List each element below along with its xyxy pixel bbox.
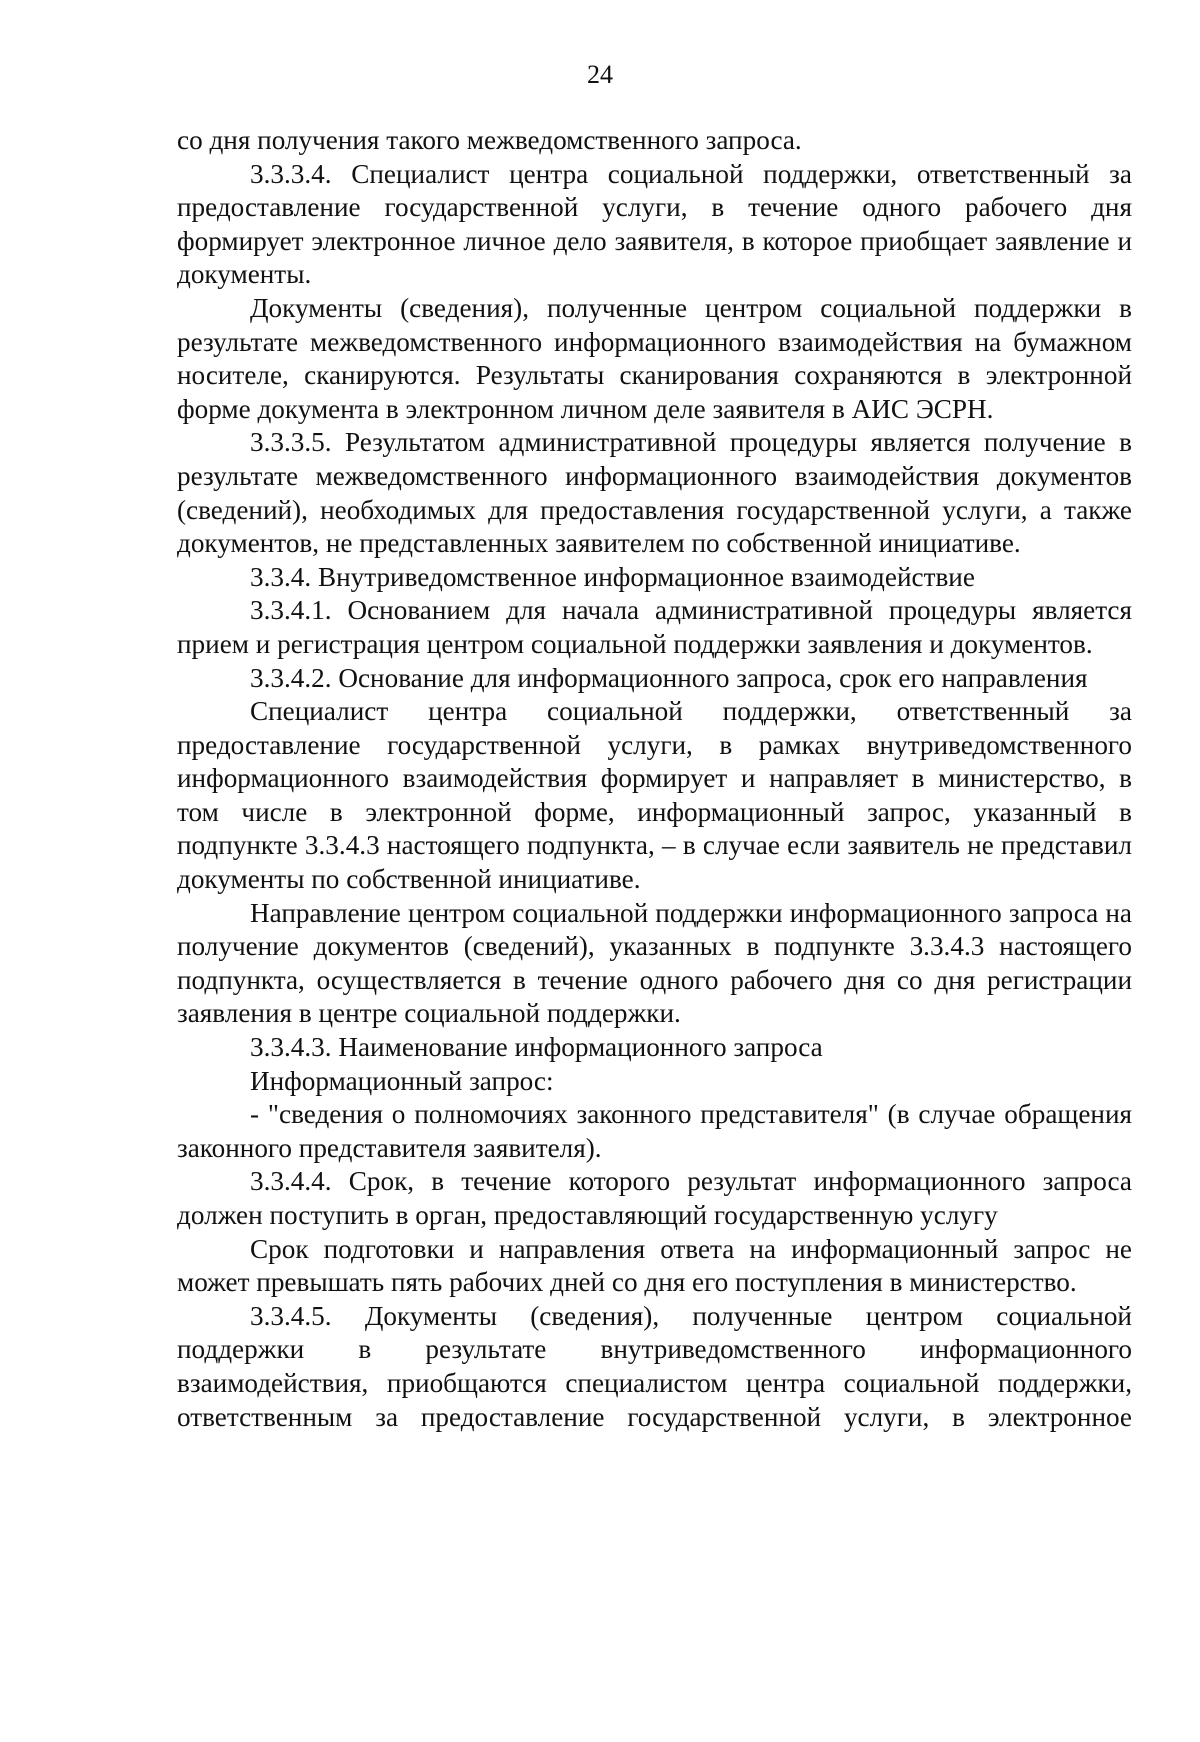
page-number: 24 [587, 60, 613, 89]
paragraph-3-3-3-5: 3.3.3.5. Результатом административной процедуры является получение в результате межведомственного информационного взаимодействия документов (сведений), необходимых для предоставления государственной услуги, а также документов, не представленных заявителем по собственной инициативе. [177, 427, 1132, 559]
paragraph-3-3-4-2: 3.3.4.2. Основание для информационного запроса, срок его направления [250, 662, 1088, 693]
list-item-representative: - "сведения о полномочиях законного представителя" (в случае обращения законного представителя заявителя). [177, 1099, 1132, 1163]
paragraph-response-deadline: Срок подготовки и направления ответа на информационный запрос не может превышать пять рабочих дней со дня его поступления в министерство. [177, 1233, 1132, 1298]
paragraph-continuation: со дня получения такого межведомственного запроса. [177, 125, 802, 155]
paragraph-3-3-4-1: 3.3.4.1. Основанием для начала административной процедуры является прием и регистрация центром социальной поддержки заявления и документов. [177, 595, 1132, 659]
document-body [177, 124, 1132, 1434]
paragraph-info-request-label: Информационный запрос: [250, 1065, 554, 1096]
paragraph-3-3-4-4: 3.3.4.4. Срок, в течение которого результат информационного запроса должен поступить в орган, предоставляющий государственную услугу [177, 1166, 1132, 1230]
paragraph-3-3-3-4: 3.3.3.4. Специалист центра социальной поддержки, ответственный за предоставление государственной услуги, в течение одного рабочего дня формирует электронное личное дело заявителя, в которое приобщает заявление и документы. [177, 158, 1132, 290]
paragraph-3-3-4-5: 3.3.4.5. Документы (сведения), полученные центром социальной поддержки в результате внутриведомственного информационного взаимодействия, приобщаются специалистом центра социальной поддержки, ответственным за предоставление государственной услуги, в электронное [177, 1300, 1132, 1432]
section-heading-3-3-4: 3.3.4. Внутриведомственное информационное взаимодействие [250, 561, 975, 592]
paragraph-documents-scanning: Документы (сведения), полученные центром социальной поддержки в результате межведомственного информационного взаимодействия на бумажном носителе, сканируются. Результаты сканирования сохраняются в электронной форме документа в электронном личном деле заявителя в АИС ЭСРН. [177, 292, 1132, 424]
paragraph-3-3-4-3: 3.3.4.3. Наименование информационного запроса [250, 1032, 823, 1063]
paragraph-request-direction: Направление центром социальной поддержки информационного запроса на получение документов (сведений), указанных в подпункте 3.3.4.3 настоящего подпункта, осуществляется в течение одного рабочего дня со дня регистрации заявления в центре социальной поддержки. [177, 897, 1132, 1029]
paragraph-specialist-request: Специалист центра социальной поддержки, ответственный за предоставление государственной услуги, в рамках внутриведомственного информационного взаимодействия формирует и направляет в министерство, в том числе в электронной форме, информационный запрос, указанный в подпункте 3.3.4.3 настоящего подпункта, – в случае если заявитель не представил документы по собственной инициативе. [177, 696, 1132, 895]
